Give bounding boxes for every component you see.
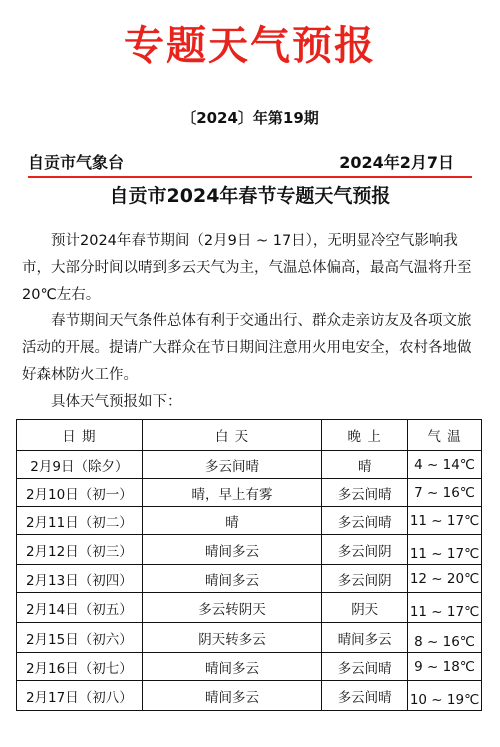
cell-date: 2月9日（除夕） [17, 451, 143, 479]
cell-date: 2月15日（初六） [17, 623, 143, 653]
issue-number: 〔2024〕年第19期 [181, 109, 319, 127]
cell-night: 多云间晴 [322, 681, 408, 711]
cell-day: 晴间多云 [142, 681, 322, 711]
cell-night: 阴天 [322, 593, 408, 623]
header-day: 白 天 [142, 420, 322, 451]
cell-night: 晴 [322, 451, 408, 479]
cell-day: 多云间晴 [142, 451, 322, 479]
cell-night: 多云间晴 [322, 479, 408, 507]
table-row [17, 681, 482, 711]
header-temperature: 气 温 [408, 420, 482, 451]
agency-row [28, 152, 472, 174]
cell-date: 2月12日（初三） [17, 535, 143, 565]
cell-day: 晴间多云 [142, 535, 322, 565]
cell-temperature: 4 ~ 14℃ [408, 451, 482, 479]
cell-temperature: 9 ~ 18℃ [408, 653, 482, 681]
cell-night: 多云间阴 [322, 565, 408, 593]
issue-date: 2024年2月7日 [339, 153, 454, 172]
cell-temperature: 8 ~ 16℃ [408, 623, 482, 653]
cell-day: 晴间多云 [142, 565, 322, 593]
table-row [17, 653, 482, 681]
table-row [17, 451, 482, 479]
main-title: 专题天气预报 [124, 23, 376, 69]
table-row [17, 623, 482, 653]
cell-night: 多云间晴 [322, 507, 408, 535]
cell-temperature: 11 ~ 17℃ [408, 507, 482, 535]
cell-date: 2月14日（初五） [17, 593, 143, 623]
cell-day: 晴，早上有雾 [142, 479, 322, 507]
cell-day: 阴天转多云 [142, 623, 322, 653]
cell-day: 多云转阴天 [142, 593, 322, 623]
header-date: 日 期 [17, 420, 143, 451]
paragraph-advice: 春节期间天气条件总体有利于交通出行、群众走亲访友及各项文旅活动的开展。提请广大群众在节日期间注意用火用电安全，农村各地做好森林防火工作。 [22, 313, 472, 383]
table-row [17, 565, 482, 593]
table-row [17, 507, 482, 535]
forecast-table [16, 419, 482, 711]
paragraph-forecast-summary: 预计2024年春节期间（2月9日 ~ 17日），无明显冷空气影响我市，大部分时间以晴到多云天气为主，气温总体偏高，最高气温将升至20℃左右。 [22, 233, 472, 303]
table-row [17, 593, 482, 623]
table-header-row [17, 420, 482, 451]
cell-date: 2月17日（初八） [17, 681, 143, 711]
document-title: 自贡市2024年春节专题天气预报 [109, 185, 391, 207]
cell-date: 2月16日（初七） [17, 653, 143, 681]
cell-night: 多云间晴 [322, 653, 408, 681]
cell-temperature: 11 ~ 17℃ [408, 593, 482, 623]
cell-night: 多云间阴 [322, 535, 408, 565]
agency-name: 自贡市气象台 [28, 153, 125, 172]
cell-date: 2月13日（初四） [17, 565, 143, 593]
cell-date: 2月10日（初一） [17, 479, 143, 507]
table-row [17, 535, 482, 565]
table-row [17, 479, 482, 507]
cell-date: 2月11日（初二） [17, 507, 143, 535]
cell-temperature: 11 ~ 17℃ [408, 535, 482, 565]
cell-temperature: 10 ~ 19℃ [408, 681, 482, 711]
cell-night: 晴间多云 [322, 623, 408, 653]
cell-temperature: 7 ~ 16℃ [408, 479, 482, 507]
paragraph-table-intro: 具体天气预报如下： [51, 394, 182, 410]
cell-day: 晴间多云 [142, 653, 322, 681]
header-night: 晚 上 [322, 420, 408, 451]
red-divider [28, 176, 472, 178]
cell-day: 晴 [142, 507, 322, 535]
cell-temperature: 12 ~ 20℃ [408, 565, 482, 593]
